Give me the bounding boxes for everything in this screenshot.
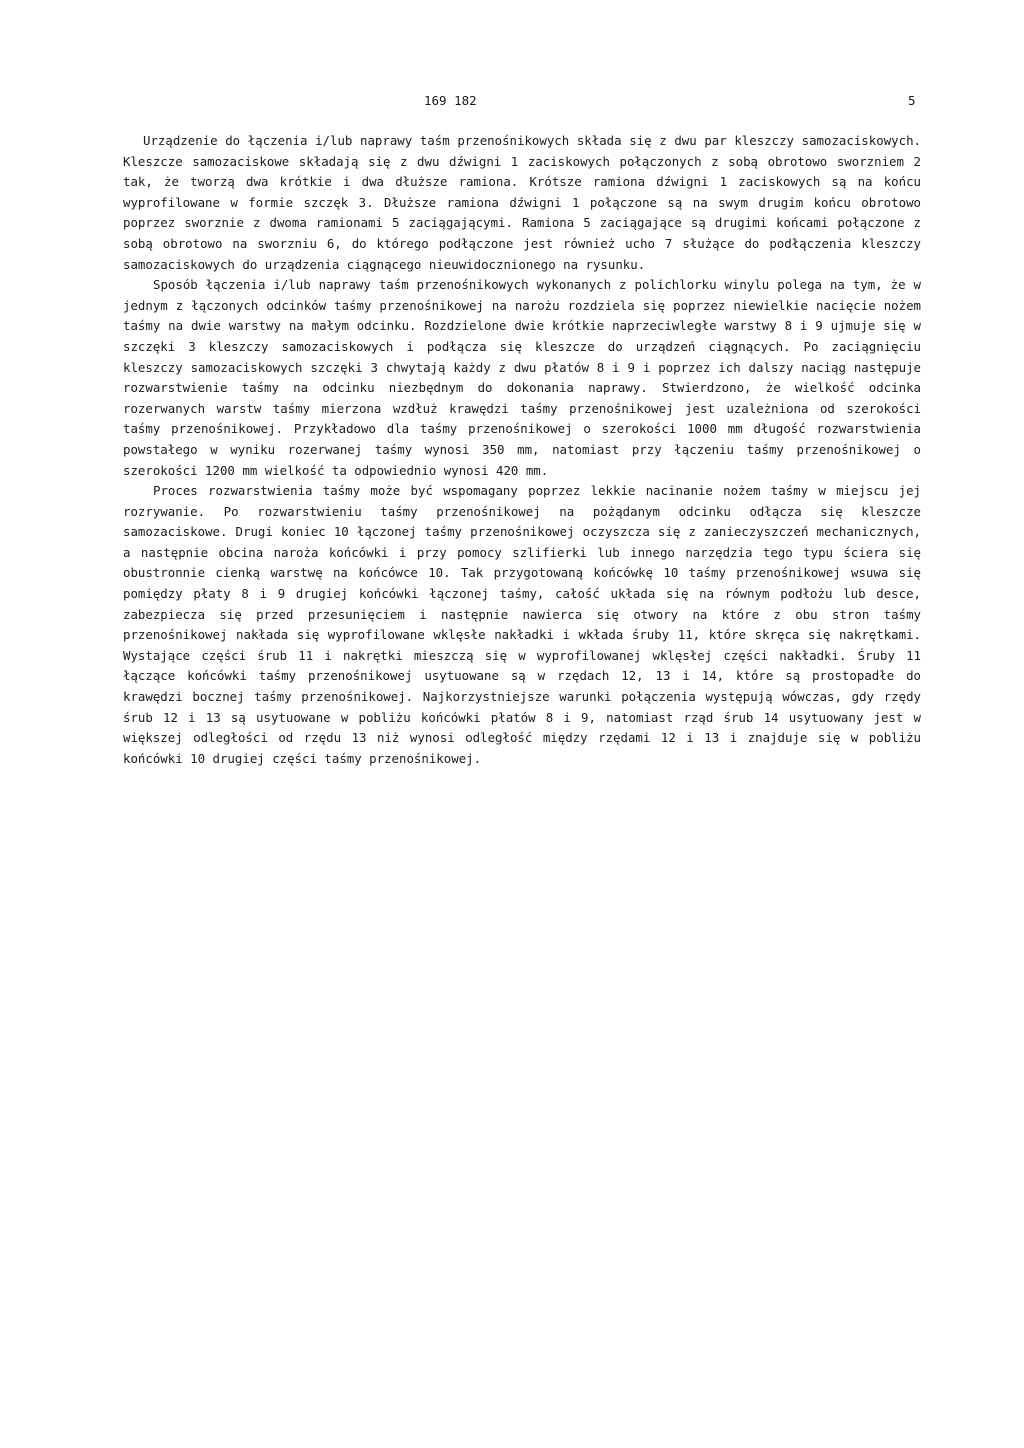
patent-number: 169 182 <box>424 93 477 108</box>
document-body <box>123 131 921 769</box>
page-header <box>0 93 1024 113</box>
paragraph-delamination-process: Proces rozwarstwienia taśmy może być wspomagany poprzez lekkie nacinanie nożem taśmy w miejscu jej rozrywanie. Po rozwarstwieniu taśmy przenośnikowej na pożądanym odcinku odłącza się kleszcze samozaciskowe. Drugi koniec 10 łączonej taśmy przenośnikowej oczyszcza się z zanieczyszczeń mechanicznych, a następnie obcina naroża końcówki i przy pomocy szlifierki lub innego narzędzia tego typu ściera się obustronnie cienką warstwę na końcówce 10. Tak przygotowaną końcówkę 10 taśmy przenośnikowej wsuwa się pomiędzy płaty 8 i 9 drugiej końcówki łączonej taśmy, całość układa się na równym podłożu lub desce, zabezpiecza się przed przesunięciem i następnie nawierca się otwory na które z obu stron taśmy przenośnikowej nakłada się wyprofilowane wklęsłe nakładki i wkłada śruby 11, które skręca się nakrętkami. Wystające części śrub 11 i nakrętki mieszczą się w wyprofilowanej wklęsłej części nakładki. Śruby 11 łączące końcówki taśmy przenośnikowej usytuowane są w rzędach 12, 13 i 14, które są prostopadłe do krawędzi bocznej taśmy przenośnikowej. Najkorzystniejsze warunki połączenia występują wówczas, gdy rzędy śrub 12 i 13 są usytuowane w pobliżu końcówki płatów 8 i 9, natomiast rząd śrub 14 usytuowany jest w większej odległości od rzędu 13 niż wynosi odległość między rzędami 12 i 13 i znajduje się w pobliżu końcówki 10 drugiej części taśmy przenośnikowej. <box>123 483 921 766</box>
page-number: 5 <box>908 93 916 108</box>
paragraph-device-description: Urządzenie do łączenia i/lub naprawy taśm przenośnikowych składa się z dwu par kleszczy samozaciskowych. Kleszcze samozaciskowe składają się z dwu dźwigni 1 zaciskowych połączonych z sobą obrotowo sworzniem 2 tak, że tworzą dwa krótkie i dwa dłuższe ramiona. Krótsze ramiona dźwigni 1 zaciskowych są na końcu wyprofilowane w formie szczęk 3. Dłuższe ramiona dźwigni 1 połączone są na swym drugim końcu obrotowo poprzez sworznie z dwoma ramionami 5 zaciągającymi. Ramiona 5 zaciągające są drugimi końcami połączone z sobą obrotowo na sworzniu 6, do którego podłączone jest również ucho 7 służące do podłączenia kleszczy samozaciskowych do urządzenia ciągnącego nieuwidocznionego na rysunku. <box>123 133 921 272</box>
paragraph-joining-method: Sposób łączenia i/lub naprawy taśm przenośnikowych wykonanych z polichlorku winylu polega na tym, że w jednym z łączonych odcinków taśmy przenośnikowej na narożu rozdziela się poprzez niewielkie nacięcie nożem taśmy na dwie warstwy na małym odcinku. Rozdzielone dwie krótkie naprzeciwległe warstwy 8 i 9 ujmuje się w szczęki 3 kleszczy samozaciskowych i podłącza się kleszcze do urządzeń ciągnących. Po zaciągnięciu kleszczy samozaciskowych szczęki 3 chwytają każdy z dwu płatów 8 i 9 i poprzez ich dalszy naciąg następuje rozwarstwienie taśmy na odcinku niezbędnym do dokonania naprawy. Stwierdzono, że wielkość odcinka rozerwanych warstw taśmy mierzona wzdłuż krawędzi taśmy przenośnikowej jest uzależniona od szerokości taśmy przenośnikowej. Przykładowo dla taśmy przenośnikowej o szerokości 1000 mm długość rozwarstwienia powstałego w wyniku rozerwanej taśmy wynosi 350 mm, natomiast przy łączeniu taśmy przenośnikowej o szerokości 1200 mm wielkość ta odpowiednio wynosi 420 mm. <box>123 277 921 478</box>
